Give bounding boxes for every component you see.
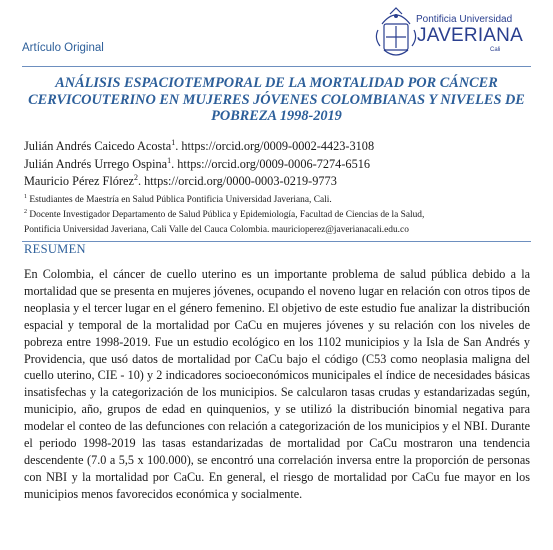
author-orcid-link[interactable]: . https://orcid.org/0009-0006-7274-6516 bbox=[171, 156, 371, 171]
author-orcid-link[interactable]: . https://orcid.org/0009-0002-4423-3108 bbox=[175, 139, 375, 153]
abstract-text: En Colombia, el cáncer de cuello uterino es un importante problema de salud pública debido a la mortalidad que se presenta en mujeres jóvenes, ocupando el noveno lugar en relación con otros tipos de neoplasia y el tercer lugar en el género femenino. El objetivo de este estudio fue analizar la distribución espacial y temporal de la mortalidad por CaCu en mujeres jóvenes y su relación con los niveles de pobreza entre 1998-2019. Fue un estudio ecológico en los 1102 municipios y la Isla de San Andrés y Providencia, que usó datos de mortalidad por CaCu bajo el código (C53 como neoplasia maligna del cuello uterino, CIE - 10) y 2 indicadores socioeconómicos municipales el índice de necesidades básicas insatisfechas y la categorización de los municipios. Se calcularon tasas crudas y estandarizadas según, municipio, año, grupos de edad en quinquenios, y se utilizó la distribución binomial negativa para modelar el conteo de las defunciones con relación a categorización de los municipios y el NBI. Durante el periodo 1998-2019 las tasas estandarizadas de mortalidad por CaCu mostraron una tendencia descendente (7.0 a 5,5 x 100.000), se encontró una correlación inversa entre la proporción de personas con NBI y la mortalidad por CaCu. En general, el riesgo de mortalidad por CaCu fue mayor en los municipios menos favorecidos económica y socialmente. bbox=[24, 267, 530, 501]
university-logo bbox=[372, 4, 547, 62]
author-name: Mauricio Pérez Flórez bbox=[24, 174, 134, 188]
author-orcid-link[interactable]: . https://orcid.org/0000-0003-0219-9773 bbox=[137, 174, 337, 188]
affiliation-marker: 1 bbox=[24, 193, 28, 200]
affiliation-line bbox=[24, 208, 424, 223]
affiliation-marker: 2 bbox=[24, 208, 28, 215]
author-affiliation-marker: 1 bbox=[171, 137, 176, 147]
affiliation-text: Pontificia Universidad Javeriana, Cali Valle del Cauca Colombia. mauricioperez@javerianacali.edu.co bbox=[24, 225, 409, 235]
paper-title: ANÁLISIS ESPACIOTEMPORAL DE LA MORTALIDAD POR CÁNCER CERVICOUTERINO EN MUJERES JÓVENES COLOMBIANAS Y NIVELES DE POBREZA 1998-2019 bbox=[28, 75, 525, 124]
author-line bbox=[24, 173, 374, 191]
logo-name: JAVERIANA bbox=[417, 25, 523, 46]
author-name: Julián Andrés Caicedo Acosta bbox=[24, 139, 172, 153]
logo-prefix: Pontificia Universidad bbox=[416, 14, 513, 25]
university-seal-icon bbox=[372, 4, 420, 60]
section-divider bbox=[22, 241, 531, 242]
article-type-label: Artículo Original bbox=[22, 42, 104, 54]
author-affiliation-marker: 2 bbox=[133, 172, 138, 182]
author-line bbox=[24, 156, 374, 174]
affiliation-text: Estudiantes de Maestría en Salud Pública Pontificia Universidad Javeriana, Cali. bbox=[27, 195, 332, 205]
affiliation-list bbox=[24, 193, 424, 238]
logo-city: Cali bbox=[490, 47, 501, 53]
affiliation-line bbox=[24, 223, 424, 238]
author-name: Julián Andrés Urrego Ospina bbox=[24, 156, 168, 171]
section-heading: RESUMEN bbox=[24, 242, 86, 256]
top-divider bbox=[22, 66, 531, 67]
author-list bbox=[24, 138, 374, 191]
author-line bbox=[24, 138, 374, 156]
affiliation-line bbox=[24, 193, 424, 208]
affiliation-text: Docente Investigador Departamento de Salud Pública y Epidemiología, Facultad de Ciencias de la Salud, bbox=[27, 210, 425, 220]
author-affiliation-marker: 1 bbox=[167, 155, 172, 165]
